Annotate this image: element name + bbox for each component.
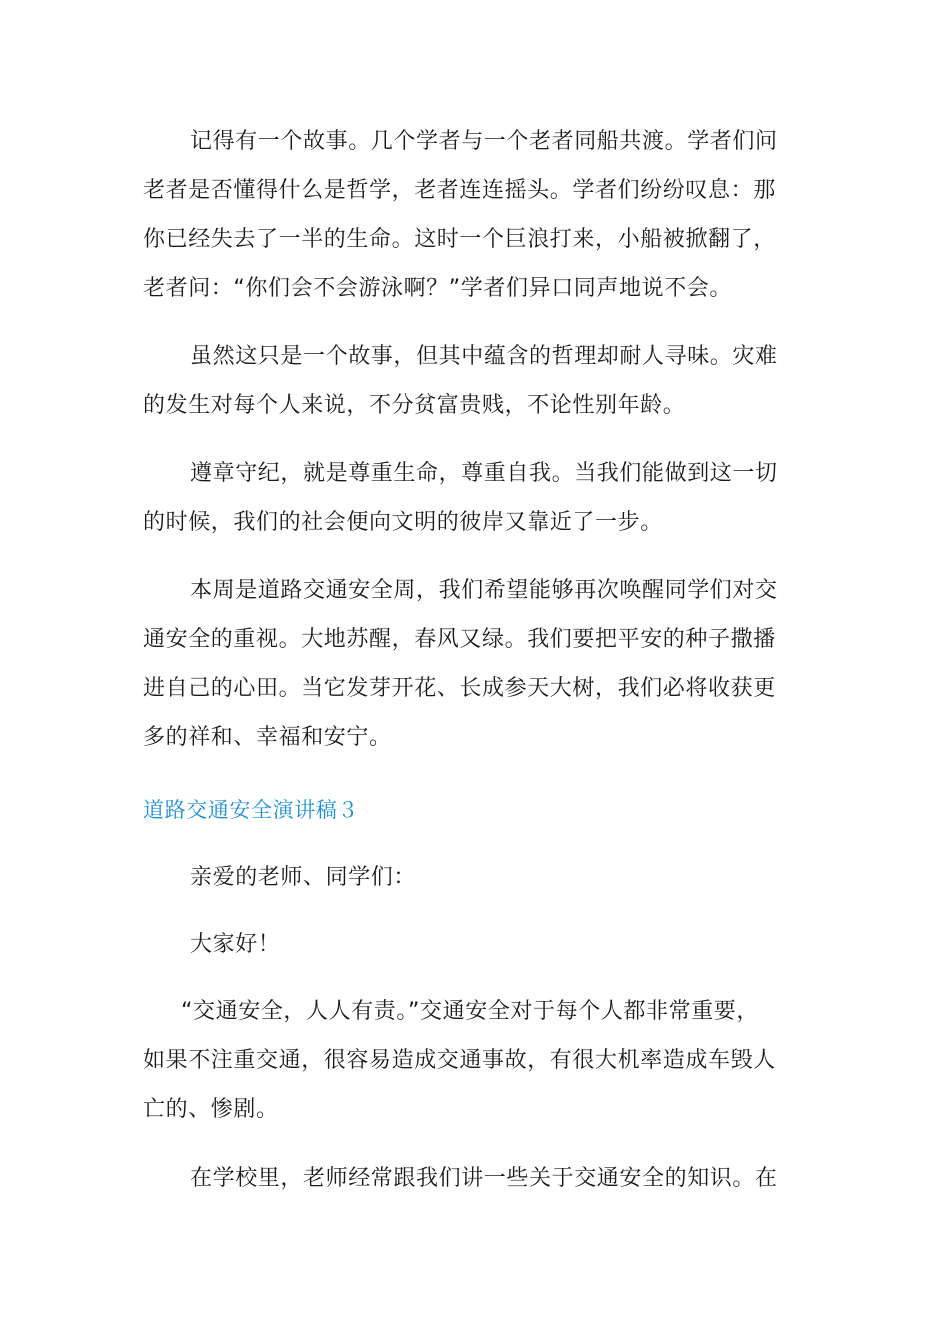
- paragraph-story: [143, 117, 813, 313]
- paragraph-line: 如果不注重交通，很容易造成交通事故，有很大机率造成车毁人: [143, 1048, 776, 1073]
- paragraph-line: 本周是道路交通安全周，我们希望能够再次唤醒同学们对交: [190, 578, 778, 603]
- paragraph-line: 虽然这只是一个故事，但其中蕴含的哲理却耐人寻味。灾难: [190, 344, 778, 369]
- paragraph-line: 的发生对每个人来说，不分贫富贵贱，不论性别年龄。: [143, 393, 686, 418]
- paragraph-line: 在学校里，老师经常跟我们讲一些关于交通安全的知识。在: [190, 1166, 778, 1191]
- paragraph-line: 遵章守纪，就是尊重生命，尊重自我。当我们能做到这一切: [190, 461, 778, 486]
- paragraph-line: 的时候，我们的社会便向文明的彼岸又靠近了一步。: [143, 510, 663, 535]
- greeting: [143, 853, 813, 902]
- paragraph-disaster: [143, 332, 813, 430]
- paragraph-safety-week: [143, 566, 813, 762]
- paragraph-line: 进自己的心田。当它发芽开花、长成参天大树，我们必将收获更: [143, 676, 776, 701]
- paragraph-line: 亡的、惨剧。: [143, 1097, 279, 1122]
- paragraph-line: 通安全的重视。大地苏醒，春风又绿。我们要把平安的种子撒播: [143, 627, 776, 652]
- paragraph-responsibility: [143, 987, 813, 1134]
- section-heading: 道路交通安全演讲稿３: [143, 798, 359, 822]
- paragraph-line: 老者是否懂得什么是哲学，老者连连摇头。学者们纷纷叹息：那: [143, 178, 776, 203]
- paragraph-line: “交通安全，人人有责。”交通安全对于每个人都非常重要，: [181, 999, 759, 1024]
- paragraph-line: 记得有一个故事。几个学者与一个老者同船共渡。学者们问: [190, 129, 778, 154]
- paragraph-line: 你已经失去了一半的生命。这时一个巨浪打来，小船被掀翻了，: [143, 227, 776, 252]
- paragraph-discipline: [143, 449, 813, 547]
- paragraph-line: 老者问：“你们会不会游泳啊？”学者们异口同声地说不会。: [143, 276, 732, 301]
- salutation: [143, 920, 813, 969]
- greeting-line: 亲爱的老师、同学们：: [190, 865, 417, 890]
- salutation-line: 大家好！: [190, 932, 281, 957]
- paragraph-line: 多的祥和、幸福和安宁。: [143, 725, 392, 750]
- paragraph-school: [143, 1154, 813, 1203]
